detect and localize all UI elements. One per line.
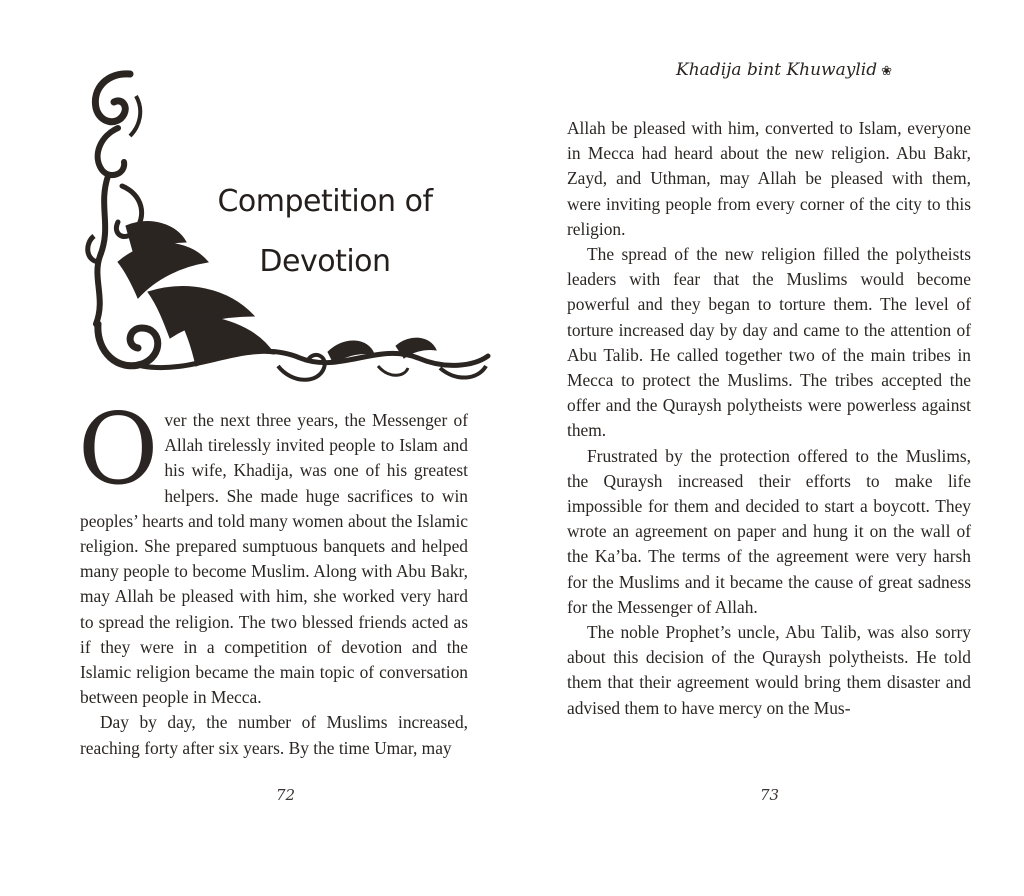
right-body-text [567, 116, 971, 721]
right-paragraph-2: The spread of the new religion filled the polytheists leaders with fear that the Muslims would become powerful and they began to torture them. The level of torture increased day by day and came to the attention of Abu Talib. He called together two of the main tribes in Mecca to protect the Muslims. The tribes accepted the offer and the Quraysh polytheists were powerless against them. [567, 244, 971, 441]
left-paragraph-1 [78, 393, 468, 710]
flower-ornament-icon: ❀ [881, 64, 892, 79]
left-paragraph-1-text: ver the next three years, the Messenger of Allah tirelessly invited people to Islam and his wife, Khadija, was one of his greatest helpers. She made huge sacrifices to win peoples’ hearts and told many women about the Islamic religion. She prepared sumptuous banquets and helped many people to become Muslim. Along with Abu Bakr, may Allah be pleased with him, she worked very hard to spread the religion. The two blessed friends acted as if they were in a competition of devotion and the Islamic religion became the main topic of conversation between people in Mecca. [80, 410, 468, 708]
right-paragraph-1: Allah be pleased with him, converted to Islam, everyone in Mecca had heard about the new religion. Abu Bakr, Zayd, and Uthman, may Allah be pleased with them, were inviting people from every corner of the city to this religion. [567, 118, 971, 239]
chapter-title-line-1: Competition of [217, 184, 433, 219]
drop-cap: O [78, 393, 159, 507]
page-number-right: 73 [760, 786, 780, 804]
right-paragraph-4: The noble Prophet’s uncle, Abu Talib, was also sorry about this decision of the Quraysh polytheists. He told them that their agreement would bring them disaster and advised them to have mercy on the Mus- [567, 622, 971, 718]
left-paragraph-2: Day by day, the number of Muslims increased, reaching forty after six years. By the time Umar, may [80, 712, 468, 758]
page-number-left: 72 [276, 786, 296, 804]
left-body-text [78, 393, 468, 761]
right-paragraph-3: Frustrated by the protection offered to the Muslims, the Quraysh increased their efforts to make life impossible for them and decided to start a boycott. They wrote an agreement on paper and hung it on the wall of the Ka’ba. The terms of the agreement were very harsh for the Muslims and it became the cause of great sadness for the Messenger of Allah. [567, 445, 971, 617]
chapter-title [180, 172, 470, 292]
running-head [676, 60, 892, 80]
running-head-text: Khadija bint Khuwaylid [676, 60, 878, 80]
chapter-title-line-2: Devotion [259, 244, 391, 279]
